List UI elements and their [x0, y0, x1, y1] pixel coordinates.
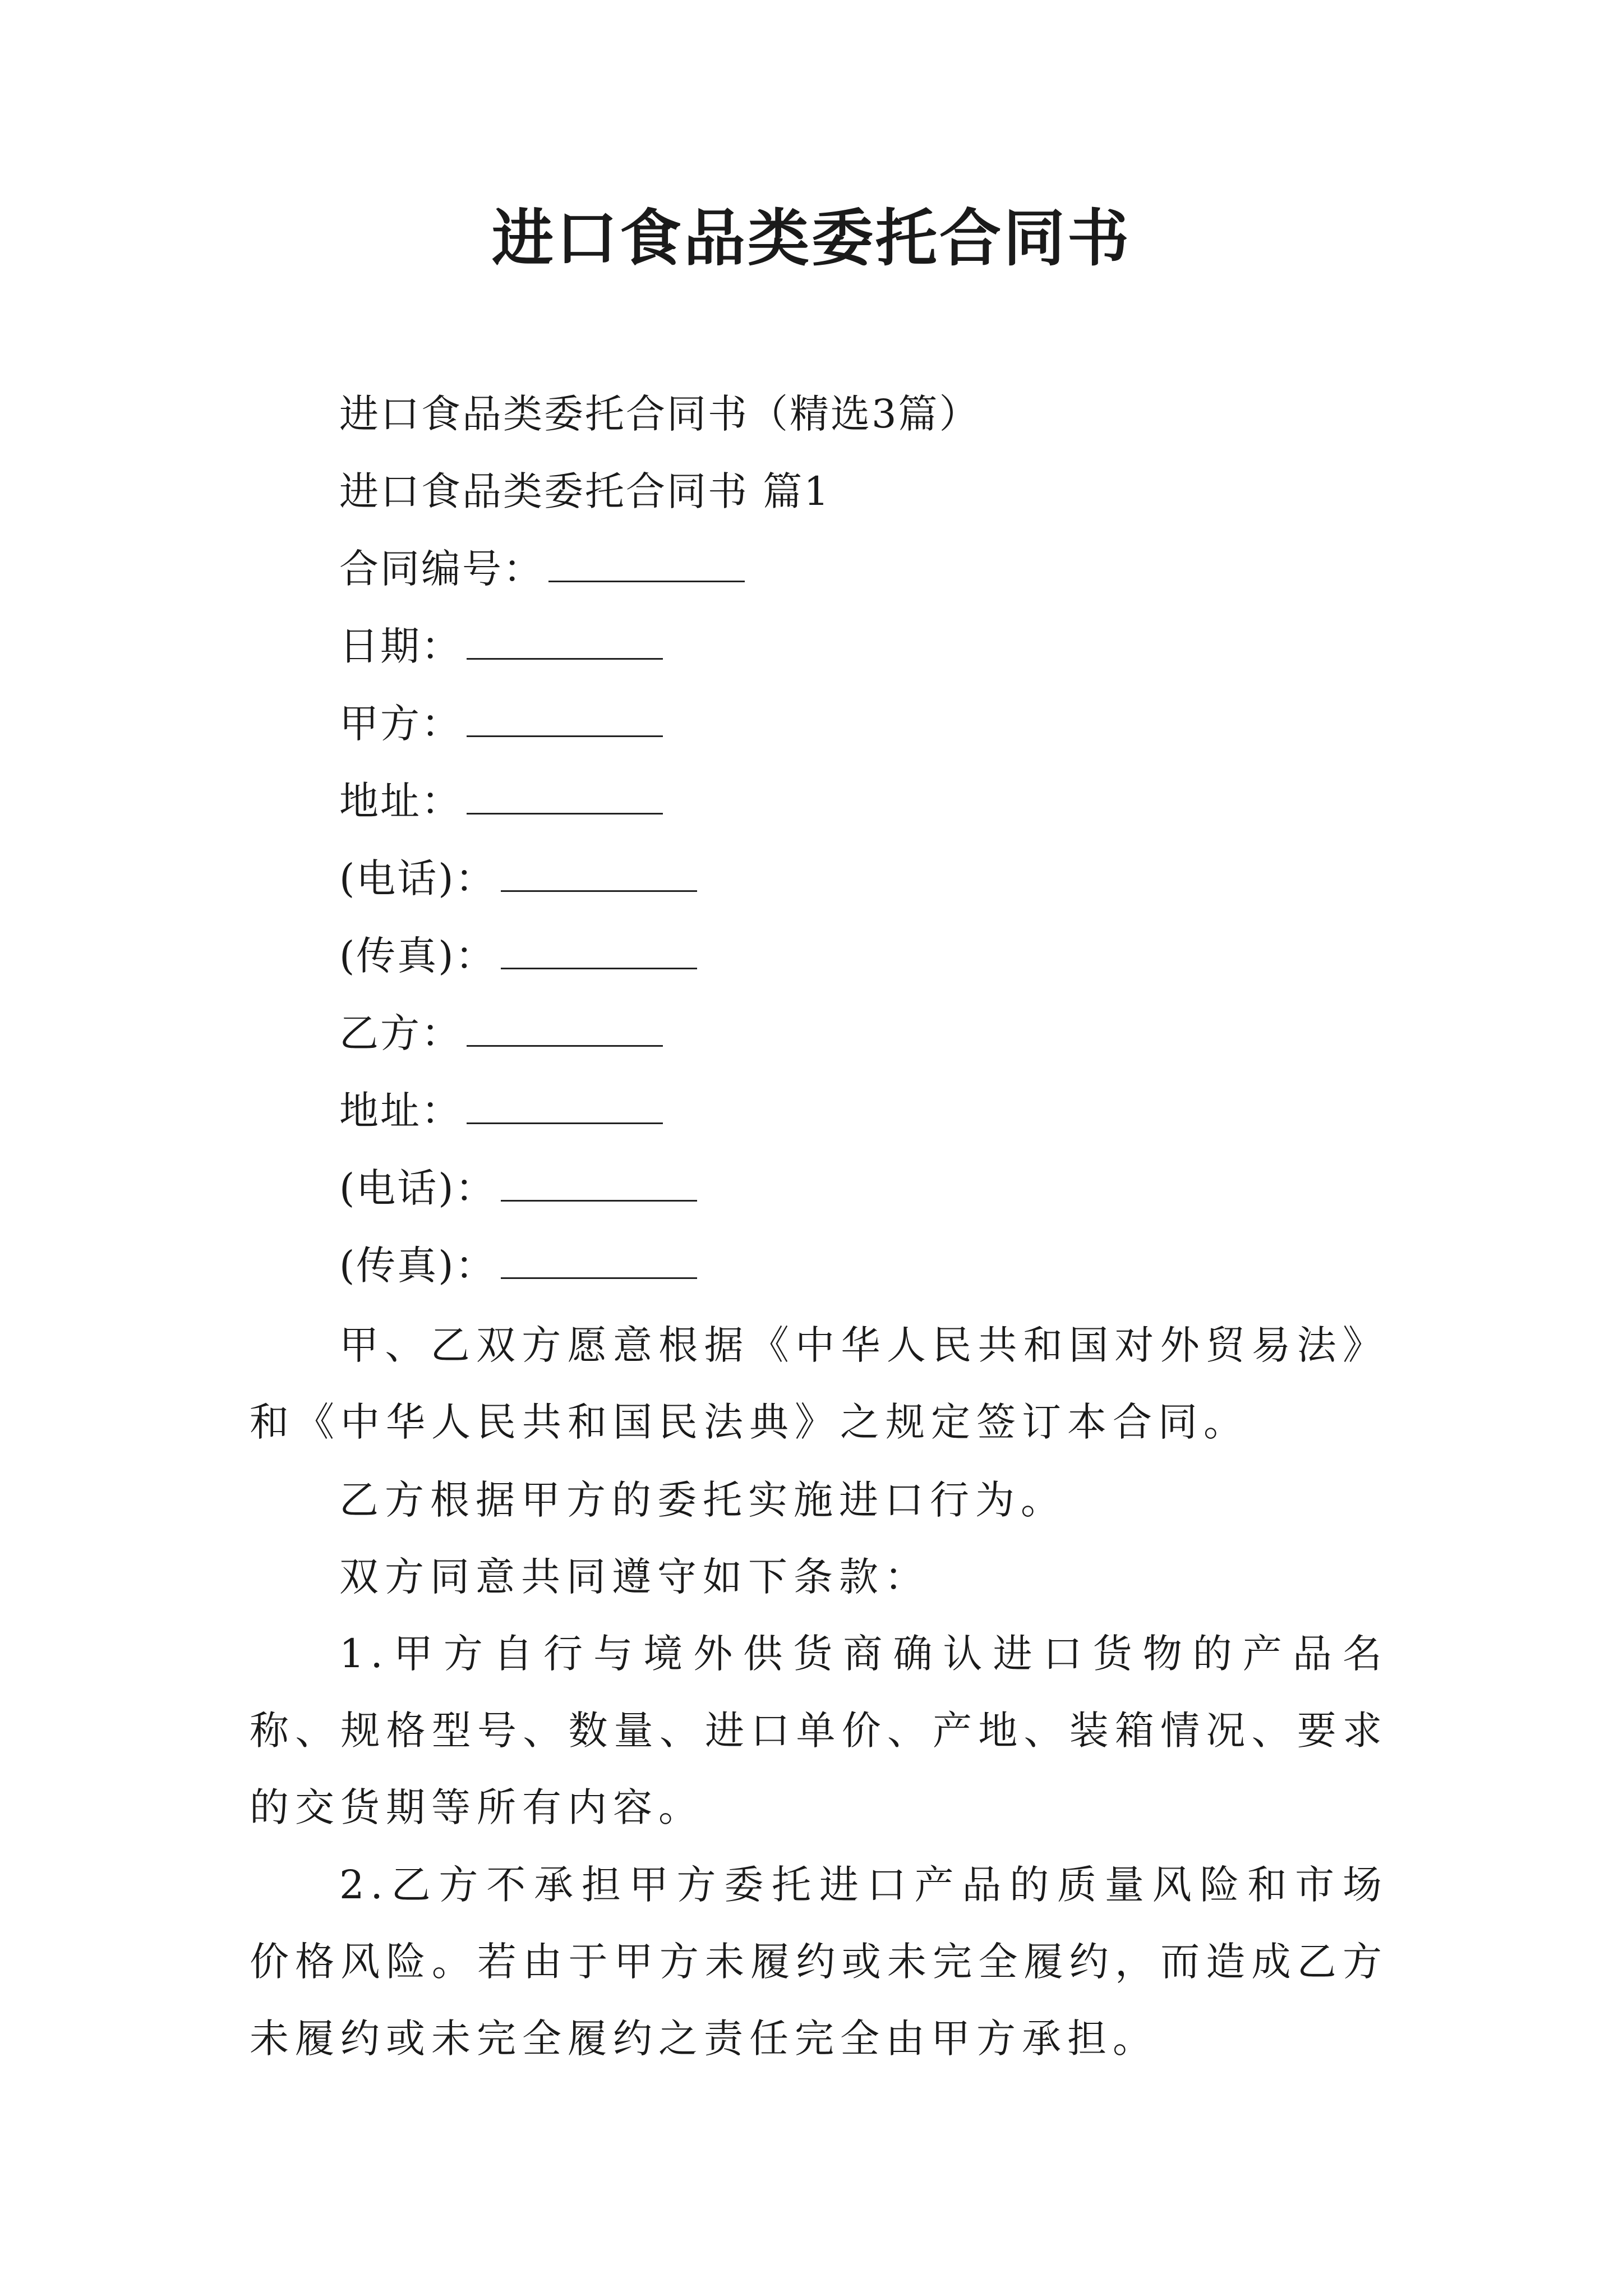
field-label: 地址： — [339, 778, 462, 824]
blank-line — [501, 1245, 697, 1279]
field-party-b-phone — [339, 1161, 697, 1215]
blank-line — [548, 548, 745, 582]
blank-line — [501, 1167, 697, 1202]
blank-line — [501, 858, 697, 892]
paragraph-entrustment: 乙方根据甲方的委托实施进口行为。 — [339, 1477, 1066, 1523]
blank-line — [467, 625, 663, 660]
field-label: (传真)： — [339, 933, 496, 979]
paragraph-legal-basis: 甲、乙双方愿意根据《中华人民共和国对外贸易法》和《中华人民共和国民法典》之规定签订本合同。 — [250, 1322, 1388, 1445]
section-heading: 进口食品类委托合同书 篇1 — [339, 468, 831, 514]
field-party-b-address — [339, 1084, 663, 1138]
field-label: (电话)： — [339, 855, 496, 901]
paragraph-terms-intro: 双方同意共同遵守如下条款： — [339, 1554, 930, 1600]
field-contract-number — [339, 542, 745, 596]
paragraph-clause-1: 1.甲方自行与境外供货商确认进口货物的产品名称、规格型号、数量、进口单价、产地、装箱情况、要求的交货期等所有内容。 — [250, 1631, 1388, 1830]
field-party-a-address — [339, 774, 663, 828]
blank-line — [467, 1090, 663, 1124]
blank-line — [501, 935, 697, 969]
document-title: 进口食品类委托合同书 — [492, 202, 1131, 274]
blank-line — [467, 1013, 663, 1047]
field-label: 合同编号： — [339, 546, 544, 592]
field-party-b-fax — [339, 1239, 697, 1292]
blank-line — [467, 703, 663, 737]
field-label: 日期： — [339, 623, 462, 669]
field-date — [339, 619, 663, 673]
paragraph-clause-2: 2.乙方不承担甲方委托进口产品的质量风险和市场价格风险。若由于甲方未履约或未完全履约，而造成乙方未履约或未完全履约之责任完全由甲方承担。 — [250, 1862, 1388, 2062]
field-party-a-phone — [339, 852, 697, 905]
field-label: 乙方： — [339, 1010, 462, 1056]
blank-line — [467, 780, 663, 815]
field-party-a-fax — [339, 929, 697, 983]
document-subtitle: 进口食品类委托合同书（精选3篇） — [339, 391, 980, 437]
field-party-b — [339, 1006, 663, 1060]
field-label: (传真)： — [339, 1243, 496, 1289]
field-party-a — [339, 697, 663, 751]
field-label: 甲方： — [339, 701, 462, 747]
field-label: (电话)： — [339, 1165, 496, 1211]
field-label: 地址： — [339, 1088, 462, 1134]
